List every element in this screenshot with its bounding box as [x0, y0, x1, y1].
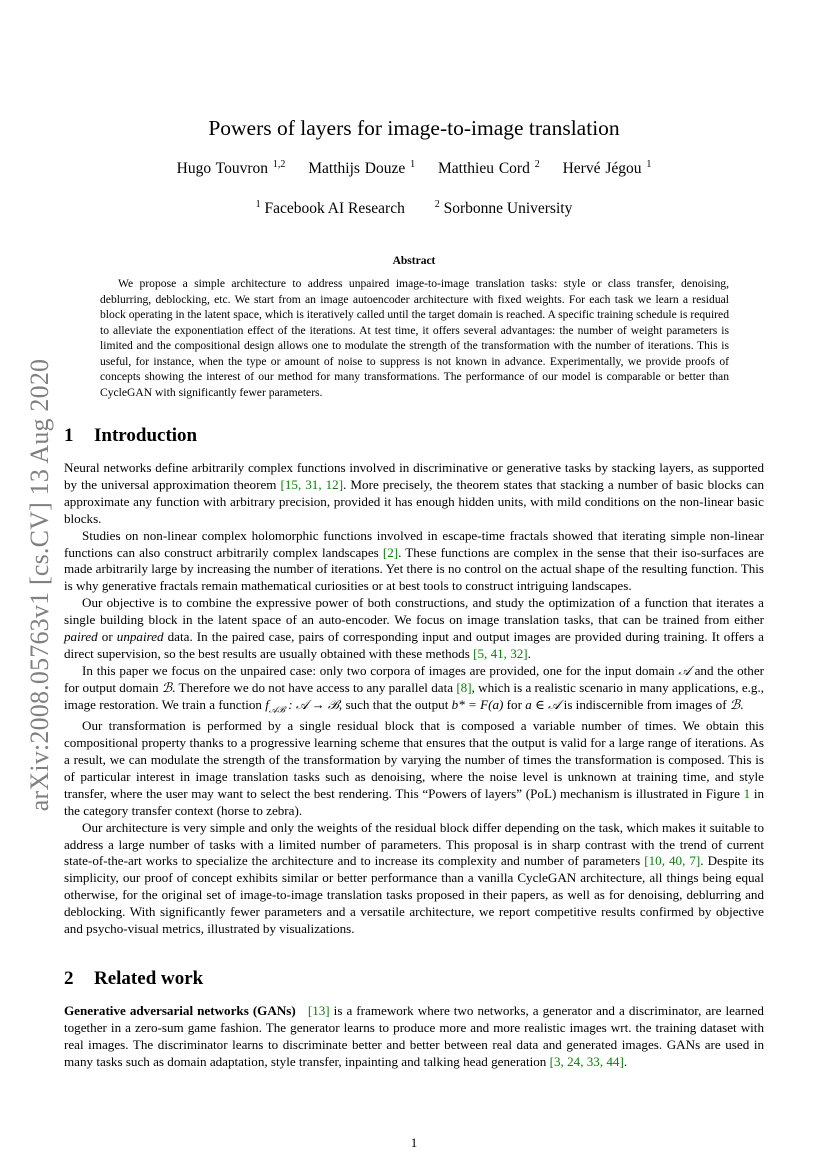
section-heading-related-work	[64, 968, 203, 990]
text-run: or	[97, 629, 117, 645]
abstract-heading: Abstract	[392, 255, 436, 267]
paragraph	[64, 528, 764, 596]
emphasis: unpaired	[116, 629, 164, 645]
paragraph	[64, 663, 764, 718]
math-expression: a ∈ 𝒜	[525, 696, 561, 712]
citation-link[interactable]: [2]	[382, 544, 399, 560]
text-run: . More precisely, the theorem states that stacking a number of basic blocks can approximate any function with arbitrary precision, provided it has enough hidden units, with mild conditions on the non-linear basic blocks.	[64, 476, 764, 526]
text-run: .	[740, 696, 744, 712]
section-number: 1	[64, 425, 74, 446]
text-run: is a framework where two networks, a generator and a discriminator, are learned together in a zero-sum game fashion. The generator learns to produce more and more realistic images wrt. the training dataset with real images. The discriminator learns to discriminate better and better between real data and generated images. GANs are used in many tasks such as domain adaptation, style transfer, inpainting and talking head generation	[64, 1003, 764, 1069]
section-number: 2	[64, 968, 74, 989]
abstract-text: We propose a simple architecture to address unpaired image-to-image translation tasks: style or class transfer, denoising, deblurring, deblocking, etc. We start from an image autoencoder architecture with fixed weights. For each task we learn a residual block operating in the latent space, which is iteratively called until the target domain is reached. A specific training schedule is required to alleviate the exponentiation effect of the iterations. At test time, it offers several advantages: the number of weight parameters is limited and the compositional design allows one to modulate the strength of the transformation with the number of iterations. This is useful, for instance, when the type or amount of noise to suppress is not known in advance. Experimentally, we provide proofs of concepts showing the interest of our method for many transformations. The performance of our model is comparable or better than CycleGAN with significantly fewer parameters.	[100, 277, 729, 399]
text-run: Our objective is to combine the expressive power of both constructions, and study the optimization of a function that iterates a single building block in the latent space of an auto-encoder. We focus on image translation tasks, that can be trained from either	[64, 595, 764, 628]
paragraph	[64, 1003, 764, 1071]
citation-link[interactable]: [13]	[307, 1003, 330, 1018]
author-name: Matthieu Cord	[437, 160, 530, 177]
affiliation-sup: 1	[255, 199, 261, 210]
arxiv-identifier-stamp	[18, 345, 62, 825]
emphasis: paired	[64, 629, 98, 645]
affiliation	[435, 200, 573, 217]
author-name: Hugo Touvron	[176, 160, 268, 177]
citation-link[interactable]: [5, 41, 32]	[473, 645, 528, 661]
author-name: Hervé Jégou	[562, 160, 642, 177]
figure-link[interactable]: 1	[743, 785, 751, 801]
affiliation	[256, 200, 405, 217]
text-run: . These functions are complex in the sense that their iso-surfaces are made arbitrarily large by increasing the number of iterations. Yet there is no control on the actual shape of the resulting function. This is why generative fractals remain mathematical curiosities or at best tools to construct intriguing landscapes.	[64, 544, 764, 594]
citation-link[interactable]: [10, 40, 7]	[644, 853, 701, 869]
math-symbol: f	[265, 696, 269, 712]
text-run: , which is a realistic scenario in many applications, e.g., image restoration. We train a function	[64, 679, 765, 712]
author	[177, 160, 286, 177]
affiliation-list	[0, 200, 828, 218]
text-run: in the category transfer context (horse to zebra).	[64, 785, 764, 818]
section-title: Related work	[94, 968, 204, 989]
author-list	[0, 160, 828, 178]
author-affil-sup: 1,2	[272, 159, 286, 170]
paragraph	[64, 718, 764, 819]
author-affil-sup: 1	[646, 159, 652, 170]
author-affil-sup: 2	[534, 159, 540, 170]
text-run: for	[503, 696, 526, 712]
text-run: . Therefore we do not have access to any parallel data	[172, 679, 457, 695]
author	[563, 160, 652, 177]
text-run: and the other for output domain	[64, 662, 764, 695]
text-run: In this paper we focus on the unpaired case: only two corpora of images are provided, one for the input domain	[82, 662, 679, 678]
citation-link[interactable]: [3, 24, 33, 44]	[549, 1053, 624, 1069]
citation-link[interactable]: [15, 31, 12]	[280, 476, 344, 492]
author	[438, 160, 540, 177]
paragraph-heading: Generative adversarial networks (GANs)	[64, 1003, 296, 1018]
math-symbol: ℬ	[161, 679, 173, 695]
paragraph	[64, 460, 764, 528]
text-run: is indiscernible from images of	[560, 696, 730, 712]
text-run: .	[623, 1053, 628, 1069]
text-run: Neural networks define arbitrarily complex functions involved in discriminative or generative tasks by stacking layers, as supported by the universal approximation theorem	[64, 460, 764, 492]
section-title: Introduction	[94, 425, 198, 446]
affiliation-name: Sorbonne University	[443, 200, 573, 217]
introduction-body	[64, 460, 764, 938]
math-expression: : 𝒜 → ℬ	[284, 696, 339, 712]
author-name: Matthijs Douze	[308, 160, 406, 177]
text-run: , such that the output	[338, 696, 452, 712]
section-heading-introduction	[64, 425, 197, 447]
text-run: Studies on non-linear complex holomorphic functions involved in escape-time fractals showed that iterating simple non-linear functions can also construct arbitrarily complex landscapes	[64, 527, 764, 560]
paper-title: Powers of layers for image-to-image translation	[208, 116, 620, 140]
math-expression: b* = F(a)	[451, 696, 504, 712]
text-run: Our transformation is performed by a single residual block that is composed a variable number of times. We obtain this compositional property thanks to a progressive learning scheme that ensures that the output is valid for a large range of iterations. As a result, we can modulate the strength of the transformation by varying the number of times the transformation is composed. This is of particular interest in image translation tasks such as denoising, where the noise level is unknown at training time, and style transfer, where the user may want to select the best rendering. This “Powers of layers” (PoL) mechanism is illustrated in Figure	[64, 718, 764, 801]
text-run: .	[527, 645, 531, 661]
page-number: 1	[410, 1135, 418, 1150]
author	[308, 160, 415, 177]
paragraph	[64, 820, 764, 938]
citation-link[interactable]: [8]	[456, 679, 472, 695]
math-symbol: 𝒜	[678, 662, 691, 678]
author-affil-sup: 1	[410, 159, 416, 170]
affiliation-name: Facebook AI Research	[264, 200, 405, 217]
text-run: Our architecture is very simple and only the weights of the residual block differ depending on the task, which makes it suitable to address a large number of tasks with a limited number of parameters. This proposal is in sharp contrast with the trend of current state-of-the-art works to specialize the architecture and to increase its complexity and number of parameters	[64, 819, 764, 869]
text-run: . Despite its simplicity, our proof of concept exhibits similar or better performance than a vanilla CycleGAN architecture, all things being equal otherwise, for the original set of image-to-image translation tasks proposed in their papers, as well as for denoising, deblurring and deblocking. With significantly fewer parameters and a versatile architecture, we report competitive results confirmed by objective and psycho-visual metrics, illustrated by visualizations.	[64, 853, 764, 937]
paragraph	[64, 595, 764, 663]
affiliation-sup: 2	[434, 199, 440, 210]
math-subscript: 𝒜ℬ	[268, 704, 285, 715]
text-run: data. In the paired case, pairs of corresponding input and output images are provided during training. It offers a direct supervision, so the best results are usually obtained with these methods	[64, 629, 764, 661]
arxiv-stamp-text: arXiv:2008.05763v1 [cs.CV] 13 Aug 2020	[25, 358, 54, 812]
related-work-body	[64, 1003, 764, 1071]
math-symbol: ℬ	[729, 696, 741, 712]
